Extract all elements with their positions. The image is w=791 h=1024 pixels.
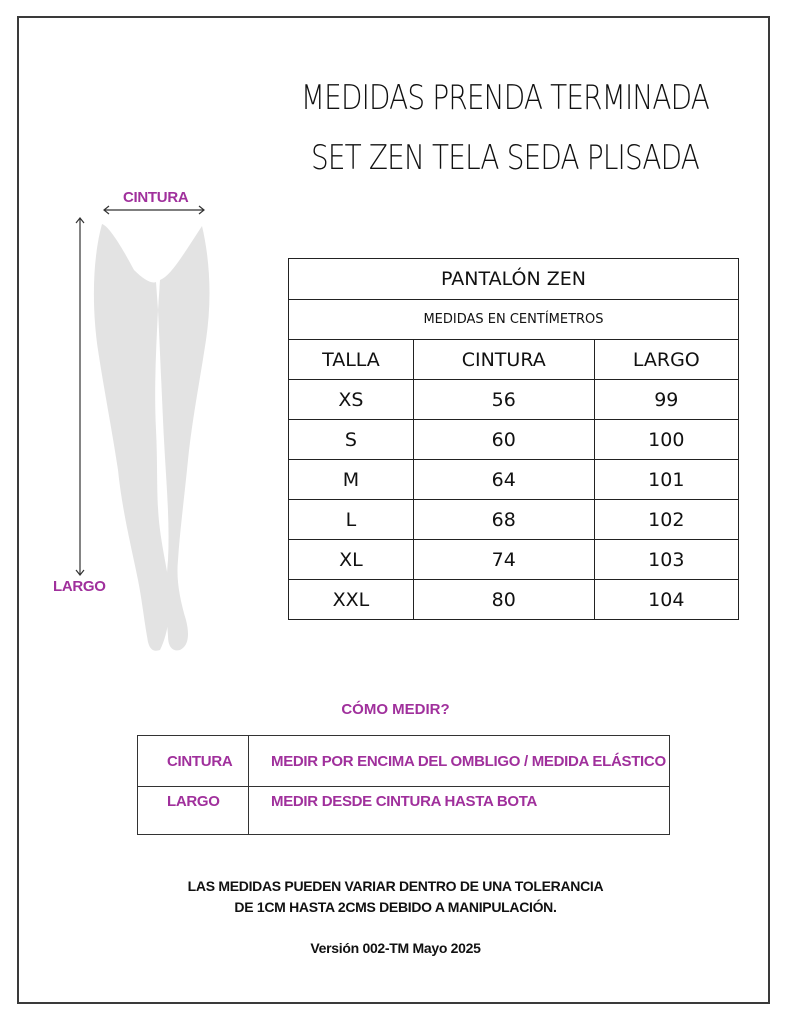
tolerance-note-line2: DE 1CM HASTA 2CMS DEBIDO A MANIPULACIÓN. (234, 899, 557, 915)
size-cell: S (289, 420, 414, 460)
size-cell: XXL (289, 580, 414, 620)
how-to-table (137, 735, 670, 835)
how-to-key-largo: LARGO (138, 787, 249, 835)
waist-cell: 80 (413, 580, 594, 620)
waist-label: CINTURA (123, 189, 189, 206)
size-cell: XL (289, 540, 414, 580)
length-cell: 99 (594, 380, 738, 420)
waist-cell: 56 (413, 380, 594, 420)
table-row (289, 380, 739, 420)
how-to-key-cintura: CINTURA (138, 736, 249, 787)
how-to-value-cintura: MEDIR POR ENCIMA DEL OMBLIGO / MEDIDA ELÁSTICO (249, 736, 670, 787)
waist-arrow-icon (104, 206, 204, 214)
length-cell: 102 (594, 500, 738, 540)
size-table-title: PANTALÓN ZEN (289, 259, 739, 300)
size-cell: L (289, 500, 414, 540)
how-to-value-largo: MEDIR DESDE CINTURA HASTA BOTA (249, 787, 670, 835)
version-label: Versión 002-TM Mayo 2025 (310, 940, 481, 956)
table-row (289, 460, 739, 500)
table-row (138, 736, 670, 787)
table-row (289, 580, 739, 620)
waist-cell: 60 (413, 420, 594, 460)
waist-cell: 68 (413, 500, 594, 540)
length-cell: 103 (594, 540, 738, 580)
size-cell: XS (289, 380, 414, 420)
length-arrow-icon (76, 218, 84, 575)
size-table (288, 258, 739, 620)
length-cell: 104 (594, 580, 738, 620)
table-row (289, 420, 739, 460)
page-title-line2: SET ZEN TELA SEDA PLISADA (310, 138, 700, 178)
table-row (289, 500, 739, 540)
size-table-header-row (289, 340, 739, 380)
page-title-line1: MEDIDAS PRENDA TERMINADA (300, 78, 710, 118)
how-to-heading: CÓMO MEDIR? (341, 701, 450, 718)
column-header-talla: TALLA (289, 340, 414, 380)
length-cell: 100 (594, 420, 738, 460)
length-cell: 101 (594, 460, 738, 500)
column-header-cintura: CINTURA (413, 340, 594, 380)
table-row (289, 540, 739, 580)
table-row (138, 787, 670, 835)
waist-cell: 74 (413, 540, 594, 580)
tolerance-note-line1: LAS MEDIDAS PUEDEN VARIAR DENTRO DE UNA TOLERANCIA (187, 878, 604, 894)
waist-cell: 64 (413, 460, 594, 500)
legs-silhouette-icon (52, 180, 232, 660)
column-header-largo: LARGO (594, 340, 738, 380)
length-label: LARGO (53, 578, 106, 595)
size-table-subtitle: MEDIDAS EN CENTÍMETROS (289, 300, 739, 340)
size-cell: M (289, 460, 414, 500)
